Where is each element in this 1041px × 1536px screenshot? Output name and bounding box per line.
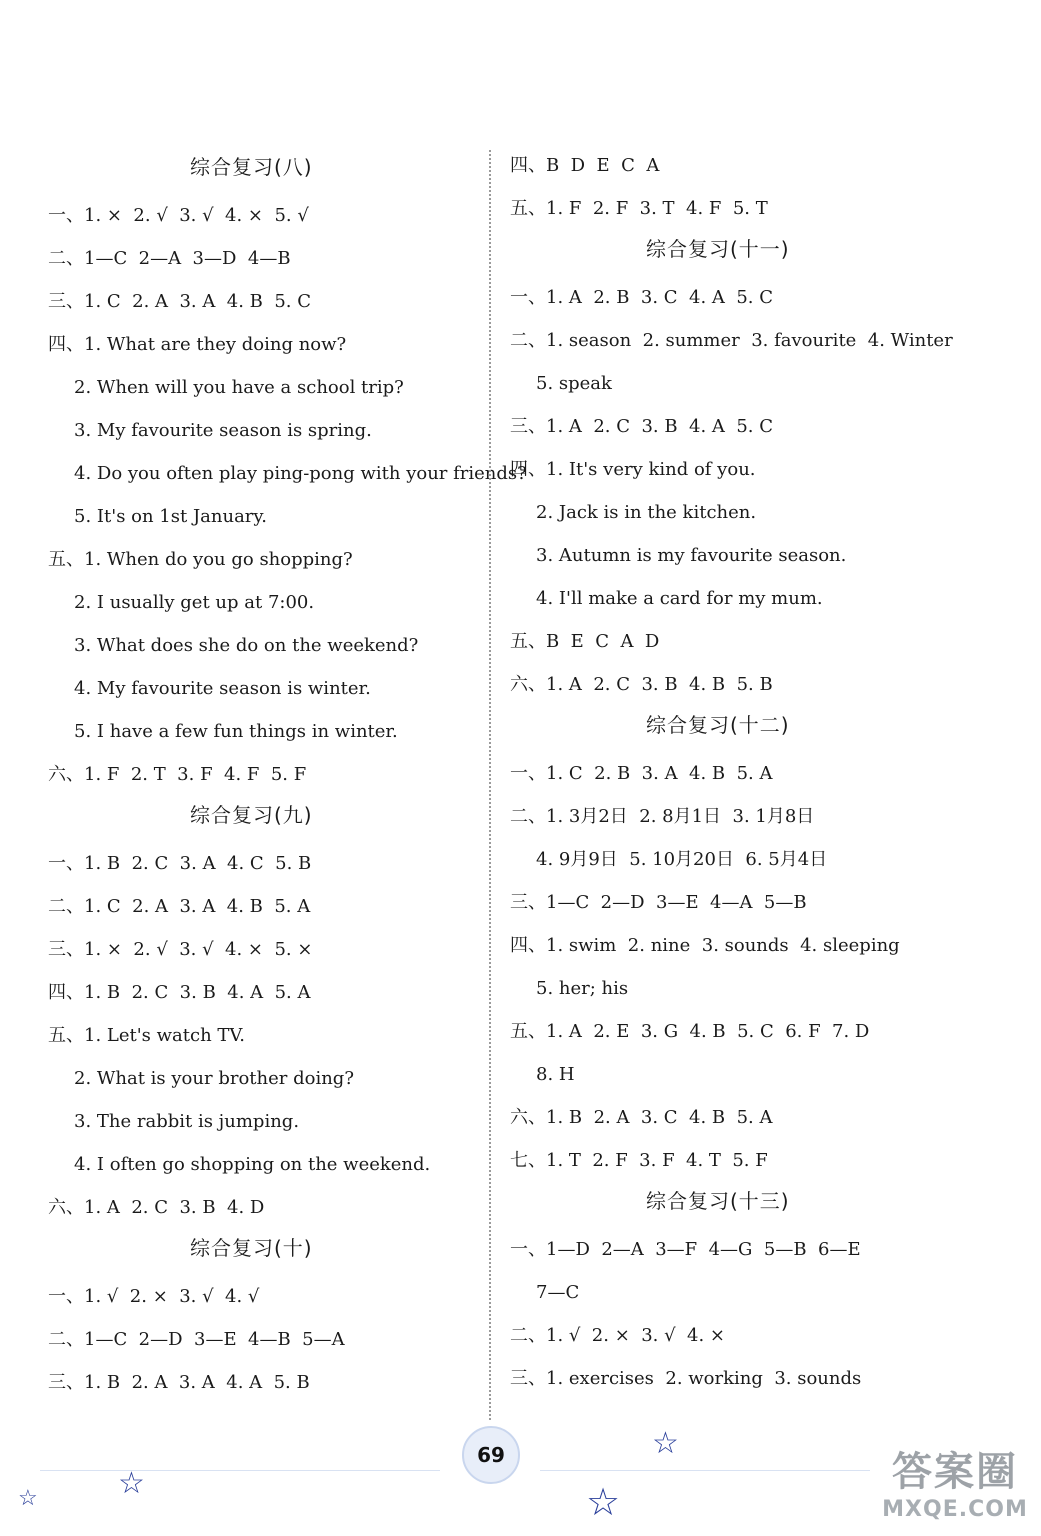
answer-subline: 4. I'll make a card for my mum. [536, 588, 823, 609]
answer-subline: 5. speak [536, 373, 612, 394]
answer-line: 二、1. 3月2日 2. 8月1日 3. 1月8日 [510, 806, 815, 827]
answer-line: 五、1. F 2. F 3. T 4. F 5. T [510, 198, 768, 219]
footer-wave-left [40, 1440, 440, 1471]
answer-line: 三、1—C 2—D 3—E 4—A 5—B [510, 892, 807, 913]
answer-line: 一、1. × 2. √ 3. √ 4. × 5. √ [48, 205, 309, 226]
answer-line: 五、1. Let's watch TV. [48, 1025, 245, 1046]
answer-line: 一、1. C 2. B 3. A 4. B 5. A [510, 763, 773, 784]
answer-line: 三、1. exercises 2. working 3. sounds [510, 1368, 862, 1389]
answer-line: 二、1. season 2. summer 3. favourite 4. Winter [510, 330, 953, 351]
star-icon: ☆ [18, 1486, 38, 1511]
answer-line: 三、1. × 2. √ 3. √ 4. × 5. × [48, 939, 313, 960]
star-icon: ☆ [118, 1466, 145, 1501]
watermark-url: MXQE.COM [882, 1497, 1028, 1522]
answer-subline: 5. It's on 1st January. [74, 506, 267, 527]
answer-line: 五、1. When do you go shopping? [48, 549, 353, 570]
answer-line: 一、1—D 2—A 3—F 4—G 5—B 6—E [510, 1239, 861, 1260]
star-icon: ☆ [586, 1480, 621, 1524]
answer-subline: 3. My favourite season is spring. [74, 420, 372, 441]
answer-line: 四、1. B 2. C 3. B 4. A 5. A [48, 982, 311, 1003]
answer-line: 二、1. C 2. A 3. A 4. B 5. A [48, 896, 311, 917]
section-heading: 综合复习(八) [190, 155, 313, 179]
section-heading: 综合复习(十二) [646, 713, 790, 737]
answer-subline: 5. I have a few fun things in winter. [74, 721, 398, 742]
watermark [880, 1440, 1030, 1522]
footer-wave-right [540, 1440, 870, 1471]
answer-line: 四、1. What are they doing now? [48, 334, 347, 355]
answer-line: 三、1. A 2. C 3. B 4. A 5. C [510, 416, 774, 437]
watermark-logo: 答案圈 [892, 1449, 1018, 1495]
answer-subline: 3. What does she do on the weekend? [74, 635, 419, 656]
column-divider [489, 150, 491, 1420]
answer-line: 一、1. A 2. B 3. C 4. A 5. C [510, 287, 774, 308]
answer-line: 四、B D E C A [510, 155, 660, 176]
section-heading: 综合复习(十) [190, 1236, 313, 1260]
answer-line: 三、1. C 2. A 3. A 4. B 5. C [48, 291, 312, 312]
answer-line: 二、1—C 2—A 3—D 4—B [48, 248, 291, 269]
page-number: 69 [462, 1426, 520, 1484]
answer-line: 四、1. It's very kind of you. [510, 459, 756, 480]
answer-subline: 8. H [536, 1064, 575, 1085]
answer-line: 七、1. T 2. F 3. F 4. T 5. F [510, 1150, 768, 1171]
answer-subline: 3. The rabbit is jumping. [74, 1111, 300, 1132]
answer-subline: 2. When will you have a school trip? [74, 377, 404, 398]
answer-subline: 7—C [536, 1282, 580, 1303]
answer-line: 三、1. B 2. A 3. A 4. A 5. B [48, 1372, 310, 1393]
answer-subline: 3. Autumn is my favourite season. [536, 545, 847, 566]
answer-line: 二、1—C 2—D 3—E 4—B 5—A [48, 1329, 345, 1350]
answer-line: 四、1. swim 2. nine 3. sounds 4. sleeping [510, 935, 900, 956]
answer-line: 一、1. √ 2. × 3. √ 4. √ [48, 1286, 260, 1307]
section-heading: 综合复习(十一) [646, 237, 790, 261]
answer-subline: 2. I usually get up at 7:00. [74, 592, 315, 613]
answer-line: 六、1. A 2. C 3. B 4. D [48, 1197, 265, 1218]
answer-subline: 4. Do you often play ping-pong with your friends? [74, 463, 527, 484]
answer-line: 二、1. √ 2. × 3. √ 4. × [510, 1325, 726, 1346]
answer-subline: 5. her; his [536, 978, 629, 999]
section-heading: 综合复习(十三) [646, 1189, 790, 1213]
answer-line: 六、1. A 2. C 3. B 4. B 5. B [510, 674, 773, 695]
answer-line: 六、1. B 2. A 3. C 4. B 5. A [510, 1107, 773, 1128]
star-icon: ☆ [652, 1426, 679, 1461]
answer-line: 六、1. F 2. T 3. F 4. F 5. F [48, 764, 307, 785]
answer-line: 五、1. A 2. E 3. G 4. B 5. C 6. F 7. D [510, 1021, 870, 1042]
answer-line: 一、1. B 2. C 3. A 4. C 5. B [48, 853, 312, 874]
answer-subline: 4. My favourite season is winter. [74, 678, 371, 699]
answer-line: 五、B E C A D [510, 631, 660, 652]
answer-subline: 2. What is your brother doing? [74, 1068, 354, 1089]
section-heading: 综合复习(九) [190, 803, 313, 827]
answer-subline: 2. Jack is in the kitchen. [536, 502, 757, 523]
answer-subline: 4. 9月9日 5. 10月20日 6. 5月4日 [536, 849, 828, 870]
answer-subline: 4. I often go shopping on the weekend. [74, 1154, 431, 1175]
